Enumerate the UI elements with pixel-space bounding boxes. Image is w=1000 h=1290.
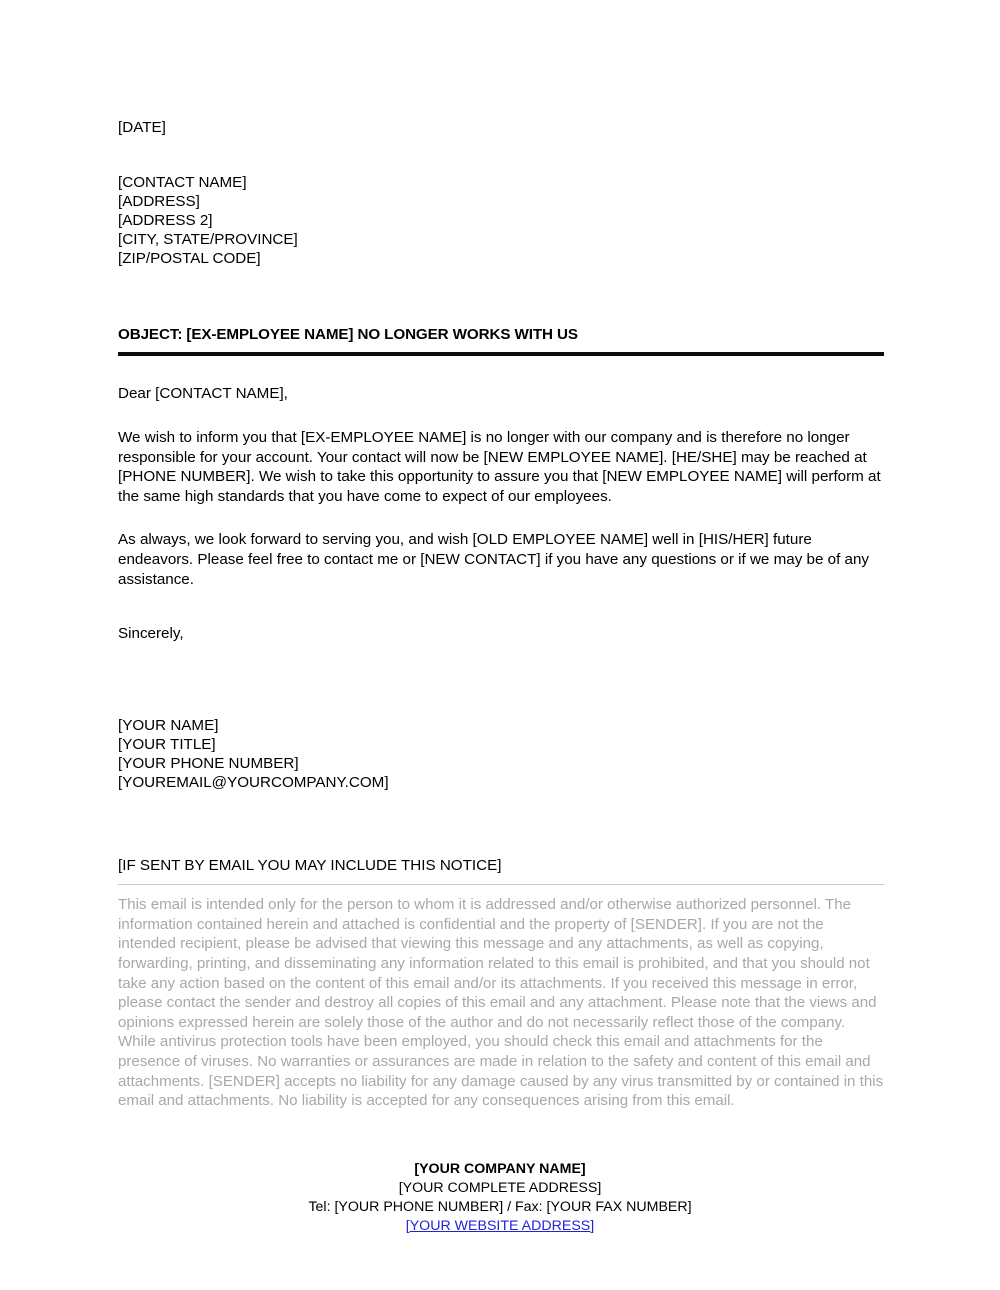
recipient-address-1: [ADDRESS] [118,193,200,210]
company-footer [0,1160,1000,1236]
closing-line: Sincerely, [118,625,184,643]
recipient-city-state: [CITY, STATE/PROVINCE] [118,231,298,248]
signature-name: [YOUR NAME] [118,717,219,735]
object-title: OBJECT: [EX-EMPLOYEE NAME] NO LONGER WORKS WITH US [118,326,578,343]
salutation-line: Dear [CONTACT NAME], [118,385,288,402]
email-disclaimer-text: This email is intended only for the person to whom it is addressed and/or otherwise authorized personnel. The information contained herein and attached is confidential and the property of [SENDER]. If you are not the intended recipient, please be advised that viewing this message and any attachments, as well as copying, forwarding, printing, and disseminating any information related to this email is prohibited, and that you should not take any action based on the content of this email and/or its attachments. If you received this message in error, please contact the sender and destroy all copies of this email and any attachment. Please note that the views and opinions expressed herein are solely those of the author and do not necessarily reflect those of the company. While antivirus protection tools have been employed, you should check this email and attachments for the presence of viruses. No warranties or assurances are made in relation to the safety and content of this email and attachments. [SENDER] accepts no liability for any damage caused by any virus transmitted by or contained in this email and attachments. No liability is accepted for any consequences arising from this email. [118,896,884,1110]
body-paragraph-2: As always, we look forward to serving you, and wish [OLD EMPLOYEE NAME] well in [HIS/HER] future endeavors. Please feel free to contact me or [NEW CONTACT] if you have any questions or if we may be of any assistance. [118,531,869,588]
recipient-address-block [118,173,884,268]
recipient-contact-name: [CONTACT NAME] [118,174,247,191]
letter-body-container [118,0,884,1111]
email-notice-block [118,856,884,1111]
signature-phone: [YOUR PHONE NUMBER] [118,755,299,773]
footer-website-link-row [0,1217,1000,1236]
notice-divider-rule [118,884,884,885]
body-paragraph-1: We wish to inform you that [EX-EMPLOYEE NAME] is no longer with our company and is therefore no longer responsible for your account. Your contact will now be [NEW EMPLOYEE NAME]. [HE/SHE] may be reached at [PHONE NUMBER]. We wish to take this opportunity to assure you that [NEW EMPLOYEE NAME] will perform at the same high standards that you have come to expect of our employees. [118,429,881,505]
signature-email: [YOUREMAIL@YOURCOMPANY.COM] [118,774,389,792]
signature-block [118,716,884,792]
email-notice-title: [IF SENT BY EMAIL YOU MAY INCLUDE THIS NOTICE] [118,857,502,875]
signature-title: [YOUR TITLE] [118,736,216,754]
date-line: [DATE] [118,119,166,136]
recipient-postal-code: [ZIP/POSTAL CODE] [118,250,261,267]
footer-website-link[interactable]: [YOUR WEBSITE ADDRESS] [405,1218,595,1234]
object-block [118,325,884,356]
footer-company-name: [YOUR COMPANY NAME] [414,1161,586,1177]
date-block [118,0,884,137]
footer-phone-fax: Tel: [YOUR PHONE NUMBER] / Fax: [YOUR FAX NUMBER] [308,1199,692,1215]
object-divider-rule [118,352,884,356]
recipient-address-2: [ADDRESS 2] [118,212,213,229]
footer-company-address: [YOUR COMPLETE ADDRESS] [398,1180,602,1196]
